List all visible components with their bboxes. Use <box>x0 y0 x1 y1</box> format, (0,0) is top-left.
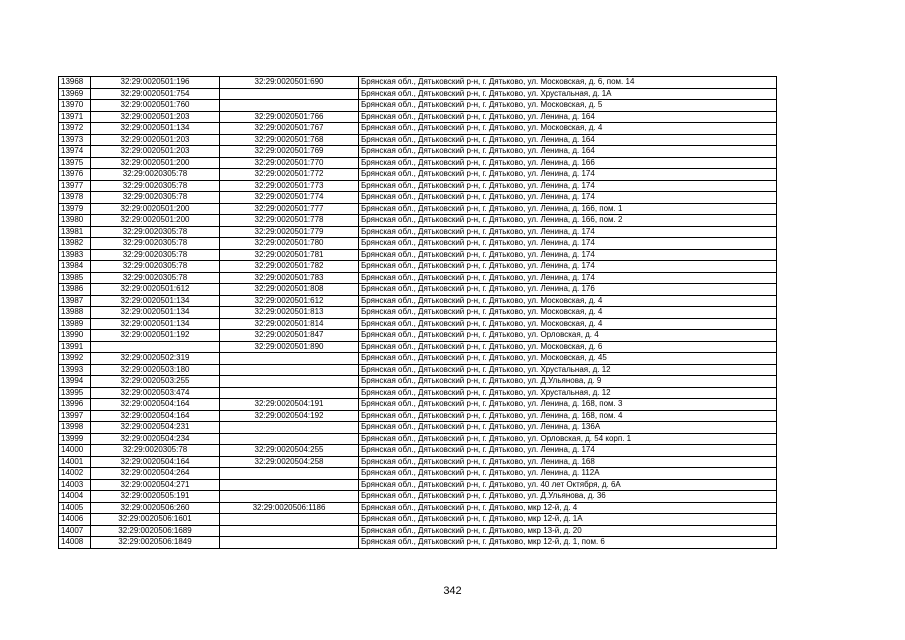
object-cadastral-number-cell: 32:29:0020506:1186 <box>220 502 359 514</box>
address-cell: Брянская обл., Дятьковский р-н, г. Дятьково, ул. Д.Ульянова, д. 9 <box>359 376 777 388</box>
object-cadastral-number-cell: 32:29:0020501:781 <box>220 249 359 261</box>
object-cadastral-number-cell: 32:29:0020501:778 <box>220 215 359 227</box>
object-cadastral-number-cell: 32:29:0020504:258 <box>220 456 359 468</box>
page-number: 342 <box>443 585 462 597</box>
table-row <box>59 226 777 238</box>
object-cadastral-number-cell: 32:29:0020501:780 <box>220 238 359 250</box>
row-number-cell: 14003 <box>59 479 91 491</box>
address-cell: Брянская обл., Дятьковский р-н, г. Дятьково, ул. Ленина, д. 174 <box>359 226 777 238</box>
table-row <box>59 525 777 537</box>
address-cell: Брянская обл., Дятьковский р-н, г. Дятьково, ул. Орловская, д. 4 <box>359 330 777 342</box>
table-row <box>59 111 777 123</box>
parcel-cadastral-number-cell: 32:29:0020501:192 <box>91 330 220 342</box>
object-cadastral-number-cell: 32:29:0020501:890 <box>220 341 359 353</box>
table-row <box>59 180 777 192</box>
address-cell: Брянская обл., Дятьковский р-н, г. Дятьково, ул. Ленина, д. 136А <box>359 422 777 434</box>
row-number-cell: 13972 <box>59 123 91 135</box>
parcel-cadastral-number-cell: 32:29:0020305:78 <box>91 226 220 238</box>
address-cell: Брянская обл., Дятьковский р-н, г. Дятьково, мкр 12-й, д. 1, пом. 6 <box>359 537 777 549</box>
object-cadastral-number-cell <box>220 376 359 388</box>
table-row <box>59 272 777 284</box>
row-number-cell: 13971 <box>59 111 91 123</box>
parcel-cadastral-number-cell: 32:29:0020305:78 <box>91 169 220 181</box>
object-cadastral-number-cell: 32:29:0020501:782 <box>220 261 359 273</box>
address-cell: Брянская обл., Дятьковский р-н, г. Дятьково, ул. Ленина, д. 164 <box>359 111 777 123</box>
object-cadastral-number-cell <box>220 353 359 365</box>
address-cell: Брянская обл., Дятьковский р-н, г. Дятьково, ул. Ленина, д. 166, пом. 1 <box>359 203 777 215</box>
row-number-cell: 13981 <box>59 226 91 238</box>
parcel-cadastral-number-cell: 32:29:0020504:234 <box>91 433 220 445</box>
row-number-cell: 13986 <box>59 284 91 296</box>
table-row <box>59 445 777 457</box>
object-cadastral-number-cell: 32:29:0020501:770 <box>220 157 359 169</box>
table-row <box>59 491 777 503</box>
parcel-cadastral-number-cell: 32:29:0020305:78 <box>91 249 220 261</box>
table-row <box>59 341 777 353</box>
address-cell: Брянская обл., Дятьковский р-н, г. Дятьково, ул. Д.Ульянова, д. 36 <box>359 491 777 503</box>
table-row <box>59 261 777 273</box>
object-cadastral-number-cell: 32:29:0020504:192 <box>220 410 359 422</box>
address-cell: Брянская обл., Дятьковский р-н, г. Дятьково, ул. Ленина, д. 164 <box>359 134 777 146</box>
row-number-cell: 13975 <box>59 157 91 169</box>
table-row <box>59 468 777 480</box>
row-number-cell: 13994 <box>59 376 91 388</box>
row-number-cell: 13990 <box>59 330 91 342</box>
object-cadastral-number-cell: 32:29:0020501:766 <box>220 111 359 123</box>
table-row <box>59 376 777 388</box>
object-cadastral-number-cell: 32:29:0020501:779 <box>220 226 359 238</box>
table-row <box>59 284 777 296</box>
address-cell: Брянская обл., Дятьковский р-н, г. Дятьково, ул. Хрустальная, д. 12 <box>359 364 777 376</box>
object-cadastral-number-cell: 32:29:0020501:813 <box>220 307 359 319</box>
parcel-cadastral-number-cell: 32:29:0020504:264 <box>91 468 220 480</box>
address-cell: Брянская обл., Дятьковский р-н, г. Дятьково, ул. Ленина, д. 168 <box>359 456 777 468</box>
address-cell: Брянская обл., Дятьковский р-н, г. Дятьково, ул. Ленина, д. 112А <box>359 468 777 480</box>
parcel-cadastral-number-cell: 32:29:0020501:134 <box>91 295 220 307</box>
row-number-cell: 13991 <box>59 341 91 353</box>
row-number-cell: 13968 <box>59 77 91 89</box>
table-row <box>59 364 777 376</box>
row-number-cell: 13973 <box>59 134 91 146</box>
address-cell: Брянская обл., Дятьковский р-н, г. Дятьково, ул. Московская, д. 4 <box>359 295 777 307</box>
parcel-cadastral-number-cell: 32:29:0020305:78 <box>91 180 220 192</box>
address-cell: Брянская обл., Дятьковский р-н, г. Дятьково, ул. Ленина, д. 174 <box>359 192 777 204</box>
table-row <box>59 295 777 307</box>
table-row <box>59 353 777 365</box>
address-cell: Брянская обл., Дятьковский р-н, г. Дятьково, ул. Хрустальная, д. 12 <box>359 387 777 399</box>
parcel-cadastral-number-cell: 32:29:0020504:164 <box>91 410 220 422</box>
parcel-cadastral-number-cell: 32:29:0020501:200 <box>91 203 220 215</box>
object-cadastral-number-cell: 32:29:0020501:768 <box>220 134 359 146</box>
property-registry-table <box>58 76 777 549</box>
address-cell: Брянская обл., Дятьковский р-н, г. Дятьково, ул. Московская, д. 6 <box>359 341 777 353</box>
parcel-cadastral-number-cell: 32:29:0020501:612 <box>91 284 220 296</box>
row-number-cell: 14004 <box>59 491 91 503</box>
table-row <box>59 433 777 445</box>
table-row <box>59 146 777 158</box>
parcel-cadastral-number-cell: 32:29:0020305:78 <box>91 192 220 204</box>
parcel-cadastral-number-cell: 32:29:0020506:1601 <box>91 514 220 526</box>
row-number-cell: 13999 <box>59 433 91 445</box>
table-row <box>59 399 777 411</box>
row-number-cell: 13998 <box>59 422 91 434</box>
object-cadastral-number-cell: 32:29:0020501:808 <box>220 284 359 296</box>
table-row <box>59 88 777 100</box>
row-number-cell: 13987 <box>59 295 91 307</box>
parcel-cadastral-number-cell: 32:29:0020502:319 <box>91 353 220 365</box>
row-number-cell: 13982 <box>59 238 91 250</box>
table-row <box>59 456 777 468</box>
row-number-cell: 14007 <box>59 525 91 537</box>
object-cadastral-number-cell: 32:29:0020501:773 <box>220 180 359 192</box>
row-number-cell: 13970 <box>59 100 91 112</box>
parcel-cadastral-number-cell: 32:29:0020504:231 <box>91 422 220 434</box>
row-number-cell: 13978 <box>59 192 91 204</box>
address-cell: Брянская обл., Дятьковский р-н, г. Дятьково, ул. Ленина, д. 174 <box>359 238 777 250</box>
row-number-cell: 14000 <box>59 445 91 457</box>
address-cell: Брянская обл., Дятьковский р-н, г. Дятьково, ул. Московская, д. 45 <box>359 353 777 365</box>
address-cell: Брянская обл., Дятьковский р-н, г. Дятьково, ул. Ленина, д. 168, пом. 4 <box>359 410 777 422</box>
row-number-cell: 13983 <box>59 249 91 261</box>
object-cadastral-number-cell <box>220 468 359 480</box>
row-number-cell: 13996 <box>59 399 91 411</box>
row-number-cell: 13985 <box>59 272 91 284</box>
row-number-cell: 14001 <box>59 456 91 468</box>
table-row <box>59 100 777 112</box>
row-number-cell: 13977 <box>59 180 91 192</box>
object-cadastral-number-cell <box>220 525 359 537</box>
table-row <box>59 387 777 399</box>
object-cadastral-number-cell <box>220 491 359 503</box>
table-row <box>59 249 777 261</box>
row-number-cell: 14005 <box>59 502 91 514</box>
row-number-cell: 13993 <box>59 364 91 376</box>
table-row <box>59 123 777 135</box>
address-cell: Брянская обл., Дятьковский р-н, г. Дятьково, ул. Ленина, д. 174 <box>359 261 777 273</box>
table-row <box>59 330 777 342</box>
parcel-cadastral-number-cell: 32:29:0020506:1689 <box>91 525 220 537</box>
parcel-cadastral-number-cell: 32:29:0020504:271 <box>91 479 220 491</box>
parcel-cadastral-number-cell: 32:29:0020305:78 <box>91 261 220 273</box>
address-cell: Брянская обл., Дятьковский р-н, г. Дятьково, ул. Ленина, д. 166, пом. 2 <box>359 215 777 227</box>
address-cell: Брянская обл., Дятьковский р-н, г. Дятьково, ул. Московская, д. 4 <box>359 318 777 330</box>
parcel-cadastral-number-cell <box>91 341 220 353</box>
row-number-cell: 13974 <box>59 146 91 158</box>
parcel-cadastral-number-cell: 32:29:0020501:134 <box>91 318 220 330</box>
parcel-cadastral-number-cell: 32:29:0020503:255 <box>91 376 220 388</box>
row-number-cell: 13984 <box>59 261 91 273</box>
row-number-cell: 13980 <box>59 215 91 227</box>
address-cell: Брянская обл., Дятьковский р-н, г. Дятьково, ул. Ленина, д. 174 <box>359 169 777 181</box>
object-cadastral-number-cell: 32:29:0020504:255 <box>220 445 359 457</box>
parcel-cadastral-number-cell: 32:29:0020505:191 <box>91 491 220 503</box>
object-cadastral-number-cell: 32:29:0020501:774 <box>220 192 359 204</box>
table-row <box>59 479 777 491</box>
table-row <box>59 422 777 434</box>
object-cadastral-number-cell: 32:29:0020501:814 <box>220 318 359 330</box>
row-number-cell: 13976 <box>59 169 91 181</box>
address-cell: Брянская обл., Дятьковский р-н, г. Дятьково, ул. Хрустальная, д. 1А <box>359 88 777 100</box>
parcel-cadastral-number-cell: 32:29:0020504:164 <box>91 399 220 411</box>
address-cell: Брянская обл., Дятьковский р-н, г. Дятьково, ул. Ленина, д. 174 <box>359 180 777 192</box>
table-row <box>59 157 777 169</box>
parcel-cadastral-number-cell: 32:29:0020305:78 <box>91 445 220 457</box>
parcel-cadastral-number-cell: 32:29:0020506:260 <box>91 502 220 514</box>
object-cadastral-number-cell <box>220 433 359 445</box>
object-cadastral-number-cell: 32:29:0020501:612 <box>220 295 359 307</box>
table-row <box>59 238 777 250</box>
address-cell: Брянская обл., Дятьковский р-н, г. Дятьково, ул. Ленина, д. 174 <box>359 272 777 284</box>
object-cadastral-number-cell <box>220 514 359 526</box>
row-number-cell: 14002 <box>59 468 91 480</box>
table-row <box>59 215 777 227</box>
table-row <box>59 502 777 514</box>
address-cell: Брянская обл., Дятьковский р-н, г. Дятьково, ул. Ленина, д. 168, пом. 3 <box>359 399 777 411</box>
parcel-cadastral-number-cell: 32:29:0020501:754 <box>91 88 220 100</box>
address-cell: Брянская обл., Дятьковский р-н, г. Дятьково, ул. Ленина, д. 176 <box>359 284 777 296</box>
table-row <box>59 537 777 549</box>
table-row <box>59 318 777 330</box>
parcel-cadastral-number-cell: 32:29:0020503:180 <box>91 364 220 376</box>
object-cadastral-number-cell <box>220 537 359 549</box>
address-cell: Брянская обл., Дятьковский р-н, г. Дятьково, ул. Московская, д. 4 <box>359 307 777 319</box>
object-cadastral-number-cell: 32:29:0020504:191 <box>220 399 359 411</box>
row-number-cell: 13995 <box>59 387 91 399</box>
row-number-cell: 13992 <box>59 353 91 365</box>
table-row <box>59 203 777 215</box>
address-cell: Брянская обл., Дятьковский р-н, г. Дятьково, ул. Ленина, д. 174 <box>359 249 777 261</box>
address-cell: Брянская обл., Дятьковский р-н, г. Дятьково, ул. Ленина, д. 166 <box>359 157 777 169</box>
object-cadastral-number-cell: 32:29:0020501:847 <box>220 330 359 342</box>
table-row <box>59 410 777 422</box>
table-row <box>59 307 777 319</box>
object-cadastral-number-cell <box>220 88 359 100</box>
object-cadastral-number-cell <box>220 479 359 491</box>
parcel-cadastral-number-cell: 32:29:0020501:134 <box>91 123 220 135</box>
row-number-cell: 14006 <box>59 514 91 526</box>
parcel-cadastral-number-cell: 32:29:0020501:200 <box>91 215 220 227</box>
object-cadastral-number-cell <box>220 387 359 399</box>
address-cell: Брянская обл., Дятьковский р-н, г. Дятьково, ул. Ленина, д. 174 <box>359 445 777 457</box>
object-cadastral-number-cell <box>220 364 359 376</box>
parcel-cadastral-number-cell: 32:29:0020305:78 <box>91 272 220 284</box>
object-cadastral-number-cell <box>220 422 359 434</box>
parcel-cadastral-number-cell: 32:29:0020501:760 <box>91 100 220 112</box>
object-cadastral-number-cell: 32:29:0020501:690 <box>220 77 359 89</box>
row-number-cell: 13989 <box>59 318 91 330</box>
parcel-cadastral-number-cell: 32:29:0020305:78 <box>91 238 220 250</box>
object-cadastral-number-cell: 32:29:0020501:783 <box>220 272 359 284</box>
row-number-cell: 13997 <box>59 410 91 422</box>
parcel-cadastral-number-cell: 32:29:0020501:196 <box>91 77 220 89</box>
address-cell: Брянская обл., Дятьковский р-н, г. Дятьково, ул. Московская, д. 4 <box>359 123 777 135</box>
registry-table-body <box>59 77 777 549</box>
table-row <box>59 134 777 146</box>
row-number-cell: 13969 <box>59 88 91 100</box>
object-cadastral-number-cell: 32:29:0020501:769 <box>220 146 359 158</box>
parcel-cadastral-number-cell: 32:29:0020501:134 <box>91 307 220 319</box>
table-row <box>59 192 777 204</box>
table-row <box>59 169 777 181</box>
table-row <box>59 77 777 89</box>
parcel-cadastral-number-cell: 32:29:0020504:164 <box>91 456 220 468</box>
address-cell: Брянская обл., Дятьковский р-н, г. Дятьково, ул. Московская, д. 5 <box>359 100 777 112</box>
address-cell: Брянская обл., Дятьковский р-н, г. Дятьково, мкр 12-й, д. 4 <box>359 502 777 514</box>
parcel-cadastral-number-cell: 32:29:0020501:203 <box>91 134 220 146</box>
parcel-cadastral-number-cell: 32:29:0020506:1849 <box>91 537 220 549</box>
row-number-cell: 13979 <box>59 203 91 215</box>
object-cadastral-number-cell: 32:29:0020501:772 <box>220 169 359 181</box>
parcel-cadastral-number-cell: 32:29:0020501:203 <box>91 146 220 158</box>
address-cell: Брянская обл., Дятьковский р-н, г. Дятьково, ул. Московская, д. 6, пом. 14 <box>359 77 777 89</box>
address-cell: Брянская обл., Дятьковский р-н, г. Дятьково, мкр 13-й, д. 20 <box>359 525 777 537</box>
row-number-cell: 14008 <box>59 537 91 549</box>
address-cell: Брянская обл., Дятьковский р-н, г. Дятьково, ул. Орловская, д. 54 корп. 1 <box>359 433 777 445</box>
object-cadastral-number-cell: 32:29:0020501:767 <box>220 123 359 135</box>
address-cell: Брянская обл., Дятьковский р-н, г. Дятьково, ул. 40 лет Октября, д. 6А <box>359 479 777 491</box>
object-cadastral-number-cell <box>220 100 359 112</box>
parcel-cadastral-number-cell: 32:29:0020503:474 <box>91 387 220 399</box>
object-cadastral-number-cell: 32:29:0020501:777 <box>220 203 359 215</box>
parcel-cadastral-number-cell: 32:29:0020501:200 <box>91 157 220 169</box>
table-row <box>59 514 777 526</box>
row-number-cell: 13988 <box>59 307 91 319</box>
parcel-cadastral-number-cell: 32:29:0020501:203 <box>91 111 220 123</box>
address-cell: Брянская обл., Дятьковский р-н, г. Дятьково, ул. Ленина, д. 164 <box>359 146 777 158</box>
address-cell: Брянская обл., Дятьковский р-н, г. Дятьково, мкр 12-й, д. 1А <box>359 514 777 526</box>
